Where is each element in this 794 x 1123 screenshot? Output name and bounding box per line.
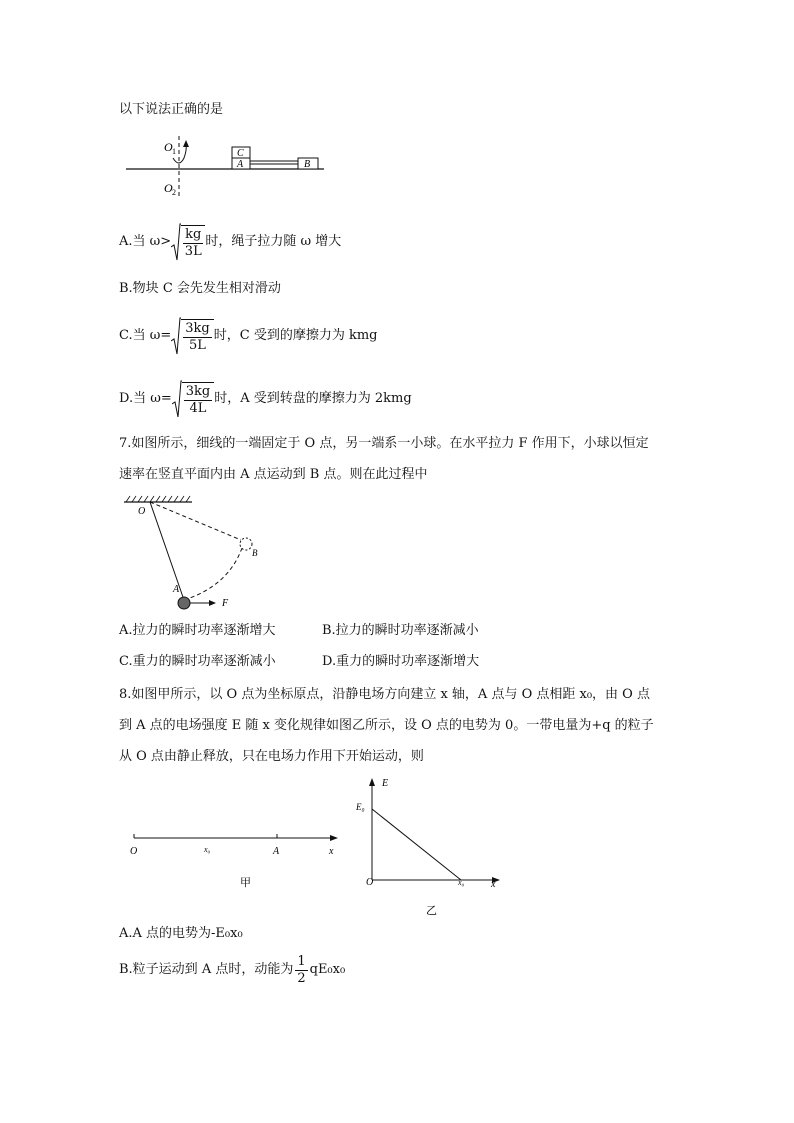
label-e: E (382, 778, 389, 789)
label-b: B (252, 548, 258, 558)
svg-text:C: C (237, 148, 244, 159)
caption-yi: 乙 (426, 905, 437, 917)
sqrt-expression: $\frac{3kg}{4L}$ (172, 380, 214, 418)
q7-text-line1: 7.如图所示，细线的一端固定于 O 点，另一端系一小球。在水平拉力 F 作用下，小球以恒定 (119, 436, 649, 451)
q6-option-c: C.当 ω= $\frac{3kg}{5L}$ 时，C 受到的摩擦力为 kmg (119, 316, 377, 356)
label-o: O (366, 877, 374, 888)
figure-jia-axis (124, 826, 350, 892)
svg-text:B: B (304, 159, 311, 170)
q6-option-d: D.当 ω= $\frac{3kg}{4L}$ 时，A 受到转盘的摩擦力为 2kmg (119, 379, 412, 419)
q8-option-b: B.粒子运动到 A 点时，动能为 $\frac{1}{2}$ qE₀x₀ (119, 953, 346, 986)
label-a: A (273, 846, 280, 857)
label-o1: O (164, 140, 173, 154)
q7-option-c: C.重力的瞬时功率逐渐减小 (119, 654, 276, 669)
q6-option-b: B.物块 C 会先发生相对滑动 (119, 281, 281, 296)
pendulum-figure (120, 492, 270, 616)
fraction-half: $\frac{1}{2}$ (297, 953, 306, 986)
q8-text-line1: 8.如图甲所示，以 O 点为坐标原点，沿静电场方向建立 x 轴，A 点与 O 点相距 x₀，由 O 点 (119, 687, 650, 702)
label-x: x (491, 879, 496, 890)
q7-option-b: B.拉力的瞬时功率逐渐减小 (322, 623, 479, 638)
label-a: A (173, 584, 180, 595)
svg-text:1: 1 (172, 147, 176, 156)
label-x: x (329, 846, 334, 857)
label-x0: x₀ (458, 878, 465, 887)
ball-position-a (178, 597, 190, 609)
caption-jia: 甲 (240, 877, 251, 889)
figure-yi-graph (352, 772, 508, 920)
label-o: O (130, 846, 138, 857)
sqrt-expression: $\frac{kg}{3L}$ (171, 223, 205, 261)
q6-intro: 以下说法正确的是 (119, 102, 224, 117)
sqrt-expression: $\frac{3kg}{5L}$ (171, 317, 213, 355)
svg-text:2: 2 (172, 188, 176, 197)
label-o2: O (164, 181, 173, 195)
label-o: O (138, 506, 146, 517)
q7-text-line2: 速率在竖直平面内由 A 点运动到 B 点。则在此过程中 (119, 467, 428, 482)
ball-position-b (240, 538, 252, 550)
svg-text:A: A (237, 159, 244, 170)
turntable-figure (124, 134, 330, 200)
label-e0: E₀ (356, 802, 365, 812)
e-field-line (372, 809, 461, 880)
q7-option-d: D.重力的瞬时功率逐渐增大 (322, 654, 480, 669)
label-f: F (222, 598, 229, 609)
q6-option-a: A.当 ω> $\frac{kg}{3L}$ 时，绳子拉力随 ω 增大 (119, 222, 341, 262)
q8-text-line2: 到 A 点的电场强度 E 随 x 变化规律如图乙所示，设 O 点的电势为 0。一带电量为+q 的粒子 (119, 718, 654, 733)
label-x0: x₀ (204, 845, 211, 854)
q8-text-line3: 从 O 点由静止释放，只在电场力作用下开始运动，则 (119, 749, 424, 764)
q7-option-a: A.拉力的瞬时功率逐渐增大 (119, 623, 276, 638)
q8-option-a: A.A 点的电势为-E₀x₀ (119, 926, 243, 941)
